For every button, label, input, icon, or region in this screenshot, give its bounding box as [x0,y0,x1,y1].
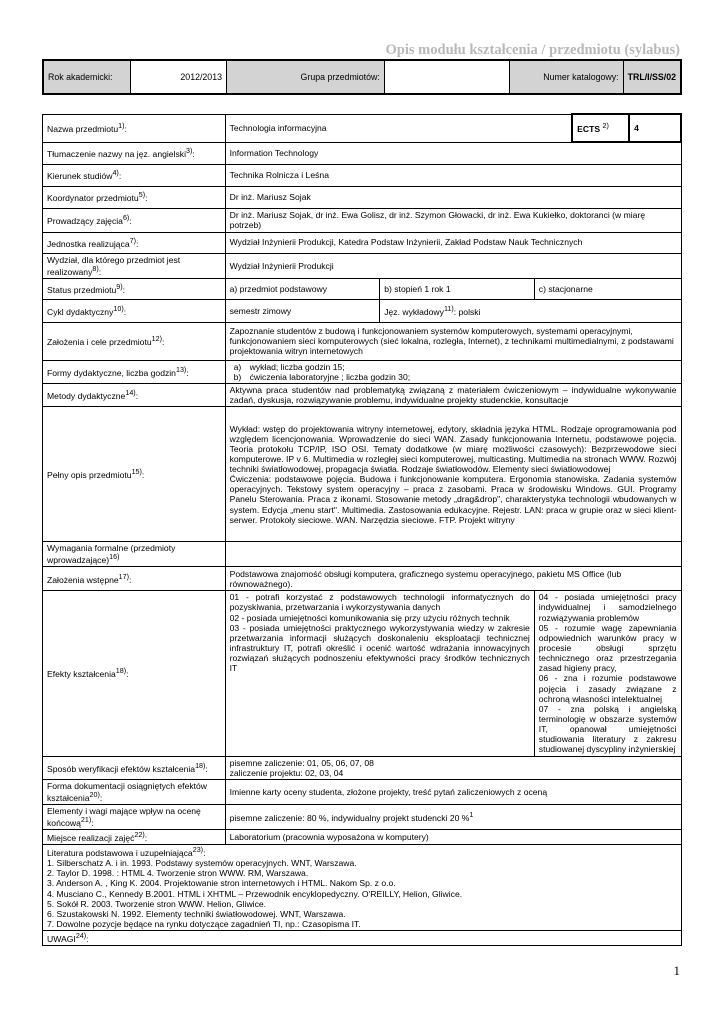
row-verification: Sposób weryfikacji efektów kształcenia$^{18)}$: pisemne zaliczenie: 01, 05, 06, 07, 08 zaliczenie projektu: 02, 03, 04 [43,756,682,779]
row-documentation: Forma dokumentacji osiągniętych efektów kształcenia$^{20)}$: Imienne karty oceny studenta, złożone projekty, treść pytań zaliczeniowych z oceną [43,779,682,804]
cycle-value: semestr zimowy [225,299,380,322]
row-coordinator: Koordynator przedmiotu$^{5)}$: Dr inż. Mariusz Sojak [43,186,682,208]
row-subject-name [43,114,682,142]
status-c: c) stacjonarne [534,278,681,299]
catalog-number-label: Numer katalogowy: [510,60,623,94]
goals-value: Zapoznanie studentów z budową i funkcjonowaniem systemów komputerowych, systemami operacyjnymi, funkcjonowaniem sieci komputerowych (sieć lokalna, rozległa, Internet), z technikami multimedialnymi, z podstawami projektowania witryn internetowych [225,322,681,360]
subject-name-label: Nazwa przedmiotu$^{1)}$: [43,114,226,142]
english-name-value: Information Technology [225,142,681,164]
status-b: b) stopień 1 rok 1 [380,278,535,299]
row-unit: Jednostka realizująca$^{7)}$: Wydział Inżynierii Produkcji, Katedra Podstaw Inżynierii, Zakład Podstaw Nauk Technicznych [43,232,682,253]
row-instructors: Prowadzący zajęcia$^{6)}$: Dr inż. Mariusz Sojak, dr inż. Ewa Golisz, dr inż. Szymon Głowacki, dr inż. Ewa Kukiełko, doktoranci (w miarę potrzeb) [43,208,682,232]
outcome-item: 05 - rozumie wagę zapewniania odpowiednich warunków pracy w procesie obsługi sprzętu technicznego oraz przestrzegania zasad higieny pracy, [538,622,677,674]
subject-name-value: Technologia informacyjna [225,114,572,142]
row-forms: Formy dydaktyczne, liczba godzin$^{13)}$: a) wykład; liczba godzin 15; b) ćwiczenia laboratoryjne ; liczba godzin 30; [43,360,682,383]
row-literature [43,845,682,931]
faculty-value: Wydział Inżynierii Produkcji [225,253,681,278]
literature-item: 6. Szustakowski N. 1992. Elementy techniki światłowodowej. WNT, Warszawa. [47,908,346,919]
description-lecture: Wykład: wstęp do projektowania witryny internetowej, edytory, składnia języka HTML. Rodzaje oprogramowania pod względem licencjonowania. Wprowadzenie do sieci WAN. Zasady funkcjonowania Internetu, podstawowe pojęcia. Teoria protokołu TCP/IP, ISO OSI. Tematy dodatkowe (w miarę możliwości czasowych): Bezprzewodowe sieci komputerowe. IP v 6. Multimedia w rozległej sieci komputerowej, multicasting. Multimedia na stronach WWW. Rozwój techniki światłowodowej, propagacja światła. Rodzaje światłowodów. Elementy sieci światłowodowej [229,423,677,475]
row-english-name: Tłumaczenie nazwy na jęz. angielski$^{3)}$: Information Technology [43,142,682,164]
language-value: Jęz. wykładowy$^{11)}$: polski [380,299,681,322]
row-status: Status przedmiotu$^{9)}$: a) przedmiot podstawowy b) stopień 1 rok 1 c) stacjonarne [43,278,682,299]
row-cycle: Cykl dydaktyczny$^{10)}$: semestr zimowy Jęz. wykładowy$^{11)}$: polski [43,299,682,322]
methods-value: Aktywna praca studentów nad problematyką związaną z materiałem ćwiczeniowym – indywidualne wykonywanie zadań, dyskusja, rozwiązywanie problemu, indywidualne projekty studenckie, konsultacje [225,383,681,406]
catalog-number-value: TRL/I/SS/02 [623,60,681,94]
forms-value [225,360,681,383]
literature-item: 7. Dowolne pozycje będące na rynku dotyczące zagadnień TI, np.: Czasopisma IT. [47,919,361,929]
row-goals: Założenia i cele przedmiotu$^{12)}$: Zapoznanie studentów z budową i funkcjonowaniem systemów komputerowych, systemami operacyjnymi, funkcjonowaniem sieci komputerowych (sieć lokalna, rozległa, Internet), z technikami multimedialnymi, z podstawami projektowania witryn internetowych [43,322,682,360]
description-exercises: Ćwiczenia: podstawowe pojęcia. Budowa i funkcjonowanie komputera. Ergonomia stanowiska. Zadania systemów operacyjnych. Tekstowy system operacyjny – praca z zasobami. Praca w środowisku Windows. GUI. Programy Panelu Sterowania. Praca z ikonami. Stosowanie metody „drag&drop", charakterystyka technologii wbudowanych w system. Edycja „menu start". Multimedia. Zastosowania edukacyjne. Rejestr. LAN: praca w grupie oraz w sieci klient-serwer. Protokoły sieciowe. WAN. Narzędzia sieciowe. FTP. Projekt witryny [229,474,677,525]
literature-block [43,845,682,931]
instructors-value: Dr inż. Mariusz Sojak, dr inż. Ewa Golisz, dr inż. Szymon Głowacki, dr inż. Ewa Kukiełko, doktoranci (w miarę potrzeb) [225,208,681,232]
documentation-value: Imienne karty oceny studenta, złożone projekty, treść pytań zaliczeniowych z oceną [225,779,681,804]
verification-line: pisemne zaliczenie: 01, 05, 06, 07, 08 [229,757,374,768]
literature-item: 1. Silberschatz A. i in. 1993. Podstawy systemów operacyjnych. WNT, Warszawa. [47,858,357,869]
grading-value: pisemne zaliczenie: 80 %, indywidualny projekt studencki 20 %$^1$ [225,805,681,830]
prerequisites-value: Podstawowa znajomość obsługi komputera, graficznego systemu operacyjnego, pakietu MS Office (lub równoważnego). [225,567,681,591]
outcome-item: 06 - zna i rozumie podstawowe pojęcia i zasady związane z ochroną własności intelektualnej [538,673,677,704]
row-learning-outcomes: Efekty kształcenia$^{18)}$: 01 - potrafi korzystać z podstawowych technologii informatycznych do pozyskiwania, przetwarzania i wykorzystywania danych 02 - posiada umiejętności komunikowania się przy użyciu różnych technik 03 - posiada umiejętności praktycznego wykorzystywania wiedzy w zakresie przetwarzania informacji służących doskonaleniu eksploatacji technicznej infrastruktury IT, potrafi określić i ocenić wartość wdrażania innowacyjnych rozwiązań służących podnoszeniu efektywności pracy środków technicznych IT 04 - posiada umiejętności pracy indywidualnej i samodzielnego rozwiązywania problemów 05 - rozumie wagę zapewniania odpowiednich warunków pracy w procesie obsługi sprzętu technicznego oraz przestrzegania zasad higieny pracy, 06 - zna i rozumie podstawowe pojęcia i zasady związane z ochroną własności intelektualnej 07 - zna polską i angielską terminologię w obszarze systemów IT, opanował umiejętności studiowania literatury z zakresu studiowanej dyscypliny inżynierskiej [43,591,682,756]
verification-line: zaliczenie projektu: 02, 03, 04 [229,767,344,778]
row-prerequisites: Założenia wstępne$^{17)}$: Podstawowa znajomość obsługi komputera, graficznego systemu operacyjnego, pakietu MS Office (lub równoważnego). [43,567,682,591]
document-title: Opis modułu kształcenia / przedmiotu (sylabus) [385,42,680,58]
subject-group-value [384,60,510,94]
formal-requirements-value [225,542,681,567]
verification-value [225,756,681,779]
row-field-of-study: Kierunek studiów$^{4)}$: Technika Rolnicza i Leśna [43,164,682,186]
unit-value: Wydział Inżynierii Produkcji, Katedra Podstaw Inżynierii, Zakład Podstaw Nauk Technicznych [225,232,681,253]
row-faculty: Wydział, dla którego przedmiot jest realizowany$^{8)}$: Wydział Inżynierii Produkcji [43,253,682,278]
outcome-item: 07 - zna polską i angielską terminologię w obszarze systemów IT, opanował umiejętności studiowania literatury z zakresu studiowanej dyscypliny inżynierskiej [538,703,677,755]
location-value: Laboratorium (pracownia wyposażona w komputery) [225,830,681,845]
outcomes-right [534,591,681,756]
row-location: Miejsce realizacji zajęć$^{22)}$: Laboratorium (pracownia wyposażona w komputery) [43,830,682,845]
literature-item: 2. Taylor D. 1998. : HTML 4. Tworzenie stron WWW. RM, Warszawa. [47,868,309,879]
academic-year-value: 2012/2013 [130,60,226,94]
ects-value: 4 [629,114,681,142]
literature-label: Literatura podstawowa i uzupełniająca$^{23)}$: [47,846,206,859]
row-grading: Elementy i wagi mające wpływ na ocenę końcową$^{21)}$: pisemne zaliczenie: 80 %, indywidualny projekt studencki 20 %$^1$ [43,805,682,830]
row-full-description: Pełny opis przedmiotu$^{15)}$: Wykład: wstęp do projektowania witryny internetowej, edytory, składnia języka HTML. Rodzaje oprogramowania pod względem licencjonowania. Wprowadzenie do sieci WAN. Zasady funkcjonowania Internetu, podstawowe pojęcia. Teoria protokołu TCP/IP, ISO OSI. Tematy dodatkowe (w miarę możliwości czasowych): Bezprzewodowe sieci komputerowe. IP v 6. Multimedia w rozległej sieci komputerowej, multicasting. Multimedia na stronach WWW. Rozwój techniki światłowodowej, propagacja światła. Rodzaje światłowodów. Elementy sieci światłowodowej Ćwiczenia: podstawowe pojęcia. Budowa i funkcjonowanie komputera. Ergonomia stanowiska. Zadania systemów operacyjnych. Tekstowy system operacyjny – praca z zasobami. Praca w środowisku Windows. GUI. Programy Panelu Sterowania. Praca z ikonami. Stosowanie metody „drag&drop", charakterystyka technologii wbudowanych w system. Edycja „menu start". Multimedia. Zastosowania edukacyjne. Rejestr. LAN: praca w grupie oraz w sieci klient-serwer. Protokoły sieciowe. WAN. Narzędzia sieciowe. FTP. Projekt witryny [43,407,682,542]
form-item: a) wykład; liczba godzin 15; [233,361,345,372]
outcome-item: 04 - posiada umiejętności pracy indywidualnej i samodzielnego rozwiązywania problemów [538,592,677,623]
ects-label: ECTS $^{2)}$ [572,114,629,142]
coordinator-value: Dr inż. Mariusz Sojak [225,186,681,208]
row-methods: Metody dydaktyczne$^{14)}$: Aktywna praca studentów nad problematyką związaną z materiałem ćwiczeniowym – indywidualne wykonywanie zadań, dyskusja, rozwiązywanie problemu, indywidualne projekty studenckie, konsultacje [43,383,682,406]
subject-group-label: Grupa przedmiotów: [227,60,385,94]
page-number: 1 [673,963,680,978]
literature-item: 4. Musciano C., Kennedy B.2001. HTML i XHTML – Przewodnik encyklopedyczny. O'REILLY, Helion, Gliwice. [47,888,463,899]
outcomes-left [225,591,534,756]
form-item: b) ćwiczenia laboratoryjne ; liczba godzin 30; [233,371,411,382]
full-description-value [225,407,681,542]
academic-year-label: Rok akademicki: [43,60,130,94]
syllabus-table [42,113,682,946]
outcome-item: 01 - potrafi korzystać z podstawowych technologii informatycznych do pozyskiwania, przetwarzania i wykorzystywania danych [229,592,530,613]
remarks-block: UWAGI$^{24)}$: [43,931,682,946]
field-of-study-value: Technika Rolnicza i Leśna [225,164,681,186]
literature-item: 3. Anderson A. , King K. 2004. Projektowanie stron internetowych i HTML. Nakom Sp. z o.o. [47,878,396,889]
header-bar [42,59,682,95]
outcome-item: 03 - posiada umiejętności praktycznego wykorzystywania wiedzy w zakresie przetwarzania informacji służących doskonaleniu eksploatacji technicznej infrastruktury IT, potrafi określić i ocenić wartość wdrażania innowacyjnych rozwiązań służących podnoszeniu efektywności pracy środków technicznych IT [229,622,530,674]
row-formal-requirements: Wymagania formalne (przedmioty wprowadzające)$^{16)}$ [43,542,682,567]
literature-item: 5. Sokół R. 2003. Tworzenie stron WWW. Helion, Gliwice. [47,898,267,909]
status-a: a) przedmiot podstawowy [225,278,380,299]
row-remarks [43,931,682,946]
outcome-item: 02 - posiada umiejętności komunikowania się przy użyciu różnych technik [229,612,510,623]
